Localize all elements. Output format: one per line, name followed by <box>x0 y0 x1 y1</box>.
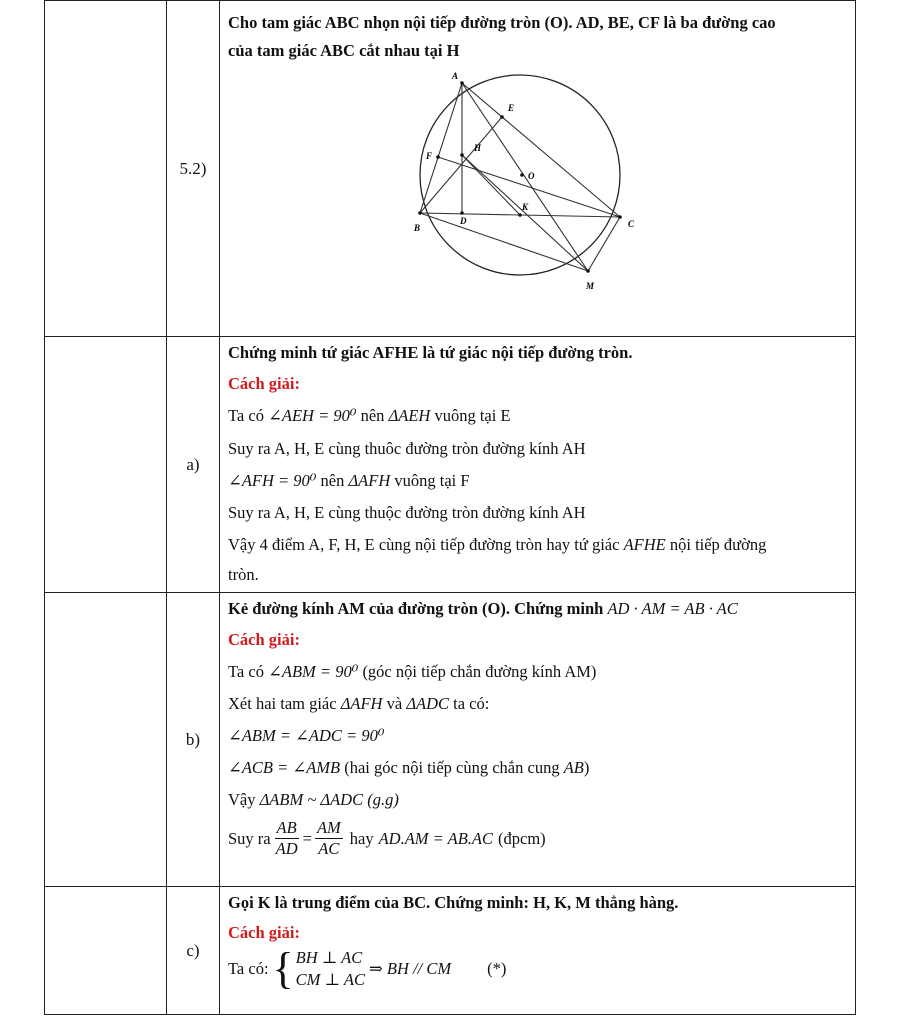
blank-cell <box>45 887 167 1015</box>
text: Ta có <box>228 406 264 425</box>
solution-table <box>44 0 856 1015</box>
math-cm-perp-ac: CM ⊥ AC <box>295 970 365 989</box>
problem-intro-line1: Cho tam giác ABC nhọn nội tiếp đường tròn (O). AD, BE, CF là ba đường cao <box>228 13 776 32</box>
part-a-line1 <box>228 406 847 426</box>
label-h: H <box>474 143 482 153</box>
part-c-title: Gọi K là trung điểm của BC. Chứng minh: H, K, M thẳng hàng. <box>228 893 679 912</box>
numerator: AM <box>316 818 341 837</box>
problem-row <box>45 1 856 337</box>
part-c-label: c) <box>167 887 220 1015</box>
label-f: F <box>426 151 433 161</box>
text: Vậy 4 điểm A, F, H, E cùng nội tiếp đường tròn hay tứ giác <box>228 535 620 554</box>
math-afhe: AFHE <box>623 535 666 554</box>
blank-cell <box>45 337 167 593</box>
text: Kẻ đường kính AM của đường tròn (O). Chứng minh <box>228 599 604 618</box>
part-a-line2: Suy ra A, H, E cùng thuôc đường tròn đường kính AH <box>228 439 586 458</box>
math-bh-perp-ac: BH ⊥ AC <box>295 948 363 967</box>
problem-number: 5.2) <box>167 1 220 337</box>
part-a-label: a) <box>167 337 220 593</box>
part-b-line2 <box>228 694 847 714</box>
segment-hm <box>462 155 588 271</box>
text: nên <box>320 471 345 490</box>
math-angle-aeh: ∠AEH = 90⁰ <box>268 406 357 425</box>
perpendicular-system <box>296 947 365 991</box>
text: Xét hai tam giác <box>228 694 337 713</box>
circle-o <box>420 75 620 275</box>
text: Ta có: <box>228 959 269 978</box>
fraction-am-ac <box>315 818 343 859</box>
text: vuông tại F <box>394 471 470 490</box>
math-angle-acb-amb: ∠ACB = ∠AMB <box>228 758 341 777</box>
text: nội tiếp đường <box>669 535 767 554</box>
part-c-line1 <box>228 944 847 993</box>
part-b-method: Cách giải: <box>228 630 300 649</box>
part-b-title <box>228 599 847 619</box>
equals-sign: = <box>302 828 312 848</box>
math-triangle-aeh: ΔAEH <box>388 406 431 425</box>
numerator: AB <box>276 818 297 837</box>
text: (đpcm) <box>498 828 546 848</box>
fraction-ab-ad <box>274 818 300 859</box>
part-a-line6: tròn. <box>228 565 259 584</box>
math-angle-abm: ∠ABM = 90⁰ <box>268 662 359 681</box>
altitude-cf <box>438 157 620 217</box>
side-ac <box>462 83 620 217</box>
math-bh-parallel-cm: ⇒ BH // CM <box>368 959 452 978</box>
denominator: AD <box>275 839 298 858</box>
part-a-title: Chứng minh tứ giác AFHE là tứ giác nội tiếp đường tròn. <box>228 343 633 362</box>
note-star: (*) <box>487 959 507 978</box>
problem-intro-line2: của tam giác ABC cắt nhau tại H <box>228 41 460 60</box>
label-m: M <box>586 281 595 291</box>
math-similar-triangles: ΔABM ~ ΔADC (g.g) <box>259 790 399 809</box>
text: vuông tại E <box>434 406 511 425</box>
part-b-label: b) <box>167 593 220 887</box>
part-b-line1 <box>228 662 847 682</box>
part-a-line5 <box>228 535 847 555</box>
math-ad-am-ab-ac: AD · AM = AB · AC <box>607 599 738 618</box>
text: Ta có <box>228 662 264 681</box>
text: Vậy <box>228 790 256 809</box>
math-product-equality: AD.AM = AB.AC <box>378 828 493 848</box>
part-b-line6 <box>228 818 847 859</box>
part-b-row <box>45 593 856 887</box>
label-c: C <box>628 219 635 229</box>
label-b: B <box>414 223 421 233</box>
segment-hk <box>462 155 520 215</box>
part-c-body <box>220 887 856 1015</box>
blank-cell <box>45 1 167 337</box>
math-triangle-afh: ΔAFH <box>348 471 391 490</box>
denominator: AC <box>318 839 340 858</box>
text: nên <box>360 406 385 425</box>
part-c-row <box>45 887 856 1015</box>
diameter-am <box>462 83 588 271</box>
part-b-line4 <box>228 758 847 778</box>
math-triangle-adc: ΔADC <box>406 694 449 713</box>
brace-icon: { <box>272 944 294 993</box>
text: (hai góc nội tiếp cùng chắn cung <box>344 758 560 777</box>
text: (góc nội tiếp chắn đường kính AM) <box>362 662 597 681</box>
math-triangle-afh: ΔAFH <box>340 694 383 713</box>
text: ta có: <box>453 694 490 713</box>
part-b-line3: ∠ABM = ∠ADC = 90⁰ <box>228 726 385 745</box>
part-c-method: Cách giải: <box>228 923 300 942</box>
geometry-figure <box>400 67 660 299</box>
label-k: K <box>522 202 529 212</box>
label-o: O <box>528 171 535 181</box>
part-a-row <box>45 337 856 593</box>
label-e: E <box>508 103 515 113</box>
text: hay <box>349 828 374 848</box>
part-b-line5 <box>228 790 847 810</box>
math-arc-ab: AB <box>563 758 584 777</box>
side-ab <box>420 83 462 213</box>
text: Suy ra <box>228 828 271 848</box>
label-d: D <box>460 216 467 226</box>
math-angle-afh: ∠AFH = 90⁰ <box>228 471 317 490</box>
text: và <box>386 694 403 713</box>
part-a-line3 <box>228 471 847 491</box>
part-a-body <box>220 337 856 593</box>
problem-statement-cell <box>220 1 856 337</box>
text: ) <box>583 758 590 777</box>
part-a-line4: Suy ra A, H, E cùng thuộc đường tròn đường kính AH <box>228 503 586 522</box>
label-a: A <box>452 71 459 81</box>
part-b-body <box>220 593 856 887</box>
part-a-method: Cách giải: <box>228 374 300 393</box>
blank-cell <box>45 593 167 887</box>
